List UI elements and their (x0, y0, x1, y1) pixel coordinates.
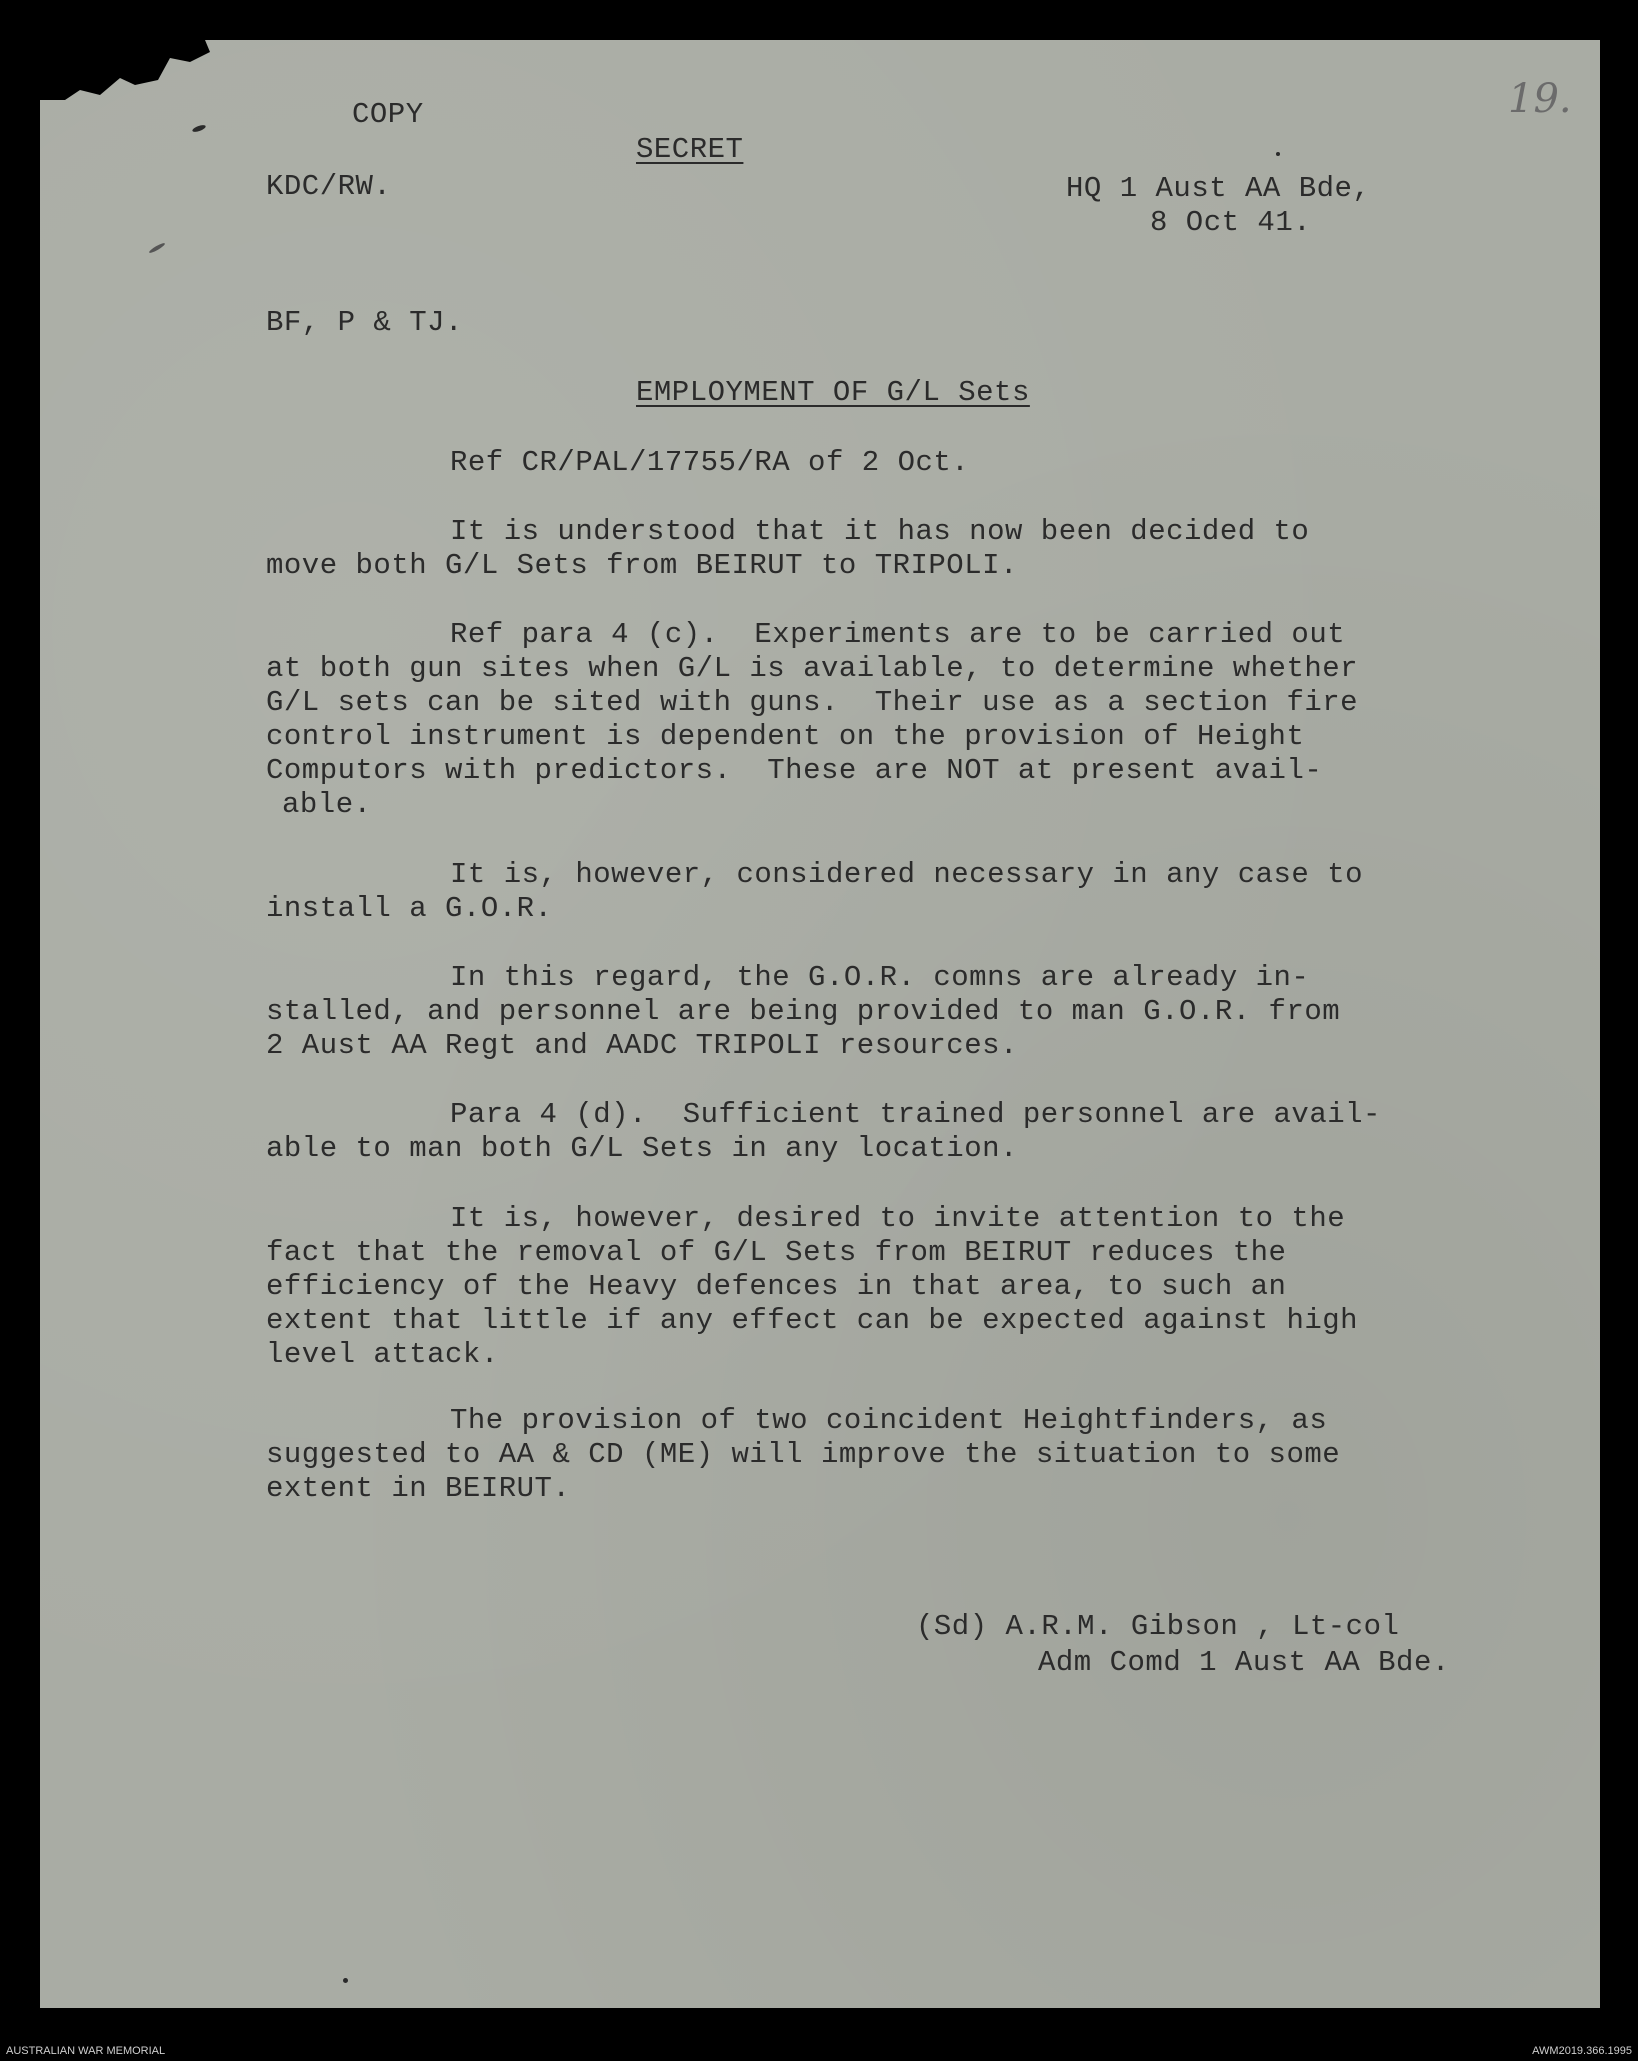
page-number-handwritten: 19. (1508, 76, 1572, 122)
paragraph-line: able to man both G/L Sets in any location. (266, 1132, 1018, 1165)
paragraph-line: 2 Aust AA Regt and AADC TRIPOLI resources. (266, 1029, 1018, 1062)
classification-label: SECRET (636, 133, 744, 166)
paragraph-line: In this regard, the G.O.R. comns are already in- (450, 961, 1310, 994)
paragraph-line: It is, however, considered necessary in any case to (450, 858, 1364, 891)
sender-address: HQ 1 Aust AA Bde, (1066, 172, 1371, 205)
footer-accession: AWM2019.366.1995 (1532, 2045, 1632, 2057)
paragraph-line: Para 4 (d). Sufficient trained personnel are avail- (450, 1098, 1381, 1131)
paragraph-line: It is, however, desired to invite attention to the (450, 1202, 1346, 1235)
paragraph-line: extent in BEIRUT. (266, 1472, 571, 1505)
paragraph-line: level attack. (266, 1338, 499, 1371)
signatory-title: Adm Comd 1 Aust AA Bde. (1038, 1646, 1450, 1679)
paragraph-line: stalled, and personnel are being provided to man G.O.R. from (266, 995, 1341, 1028)
paragraph-line: It is understood that it has now been decided to (450, 515, 1310, 548)
paper-speck (1276, 152, 1280, 156)
paragraph-line: G/L sets can be sited with guns. Their use as a section fire (266, 686, 1359, 719)
paragraph-line: able. (282, 788, 372, 821)
paragraph-line: efficiency of the Heavy defences in that area, to such an (266, 1270, 1287, 1303)
paper-speck (343, 1978, 348, 1983)
document-date: 8 Oct 41. (1150, 206, 1312, 239)
paragraph-line: The provision of two coincident Heightfinders, as (450, 1404, 1328, 1437)
paragraph-line: suggested to AA & CD (ME) will improve the situation to some (266, 1438, 1341, 1471)
paragraph-line: at both gun sites when G/L is available, to determine whether (266, 652, 1359, 685)
paragraph-line: extent that little if any effect can be expected against high (266, 1304, 1359, 1337)
subject-heading: EMPLOYMENT OF G/L Sets (636, 376, 1030, 409)
torn-corner-mark (40, 40, 210, 100)
footer-credit: AUSTRALIAN WAR MEMORIAL (6, 2045, 166, 2057)
reference-line: Ref CR/PAL/17755/RA of 2 Oct. (450, 446, 970, 479)
reference-code: KDC/RW. (266, 170, 392, 203)
paragraph-line: fact that the removal of G/L Sets from BEIRUT reduces the (266, 1236, 1287, 1269)
paragraph-line: Computors with predictors. These are NOT at present avail- (266, 754, 1323, 787)
copy-label: COPY (352, 98, 424, 131)
signature-line: (Sd) A.R.M. Gibson , Lt-col (916, 1610, 1400, 1643)
paragraph-line: move both G/L Sets from BEIRUT to TRIPOLI. (266, 549, 1018, 582)
paragraph-line: control instrument is dependent on the provision of Height (266, 720, 1305, 753)
addressee: BF, P & TJ. (266, 306, 463, 339)
paragraph-line: install a G.O.R. (266, 892, 553, 925)
paragraph-line: Ref para 4 (c). Experiments are to be carried out (450, 618, 1346, 651)
